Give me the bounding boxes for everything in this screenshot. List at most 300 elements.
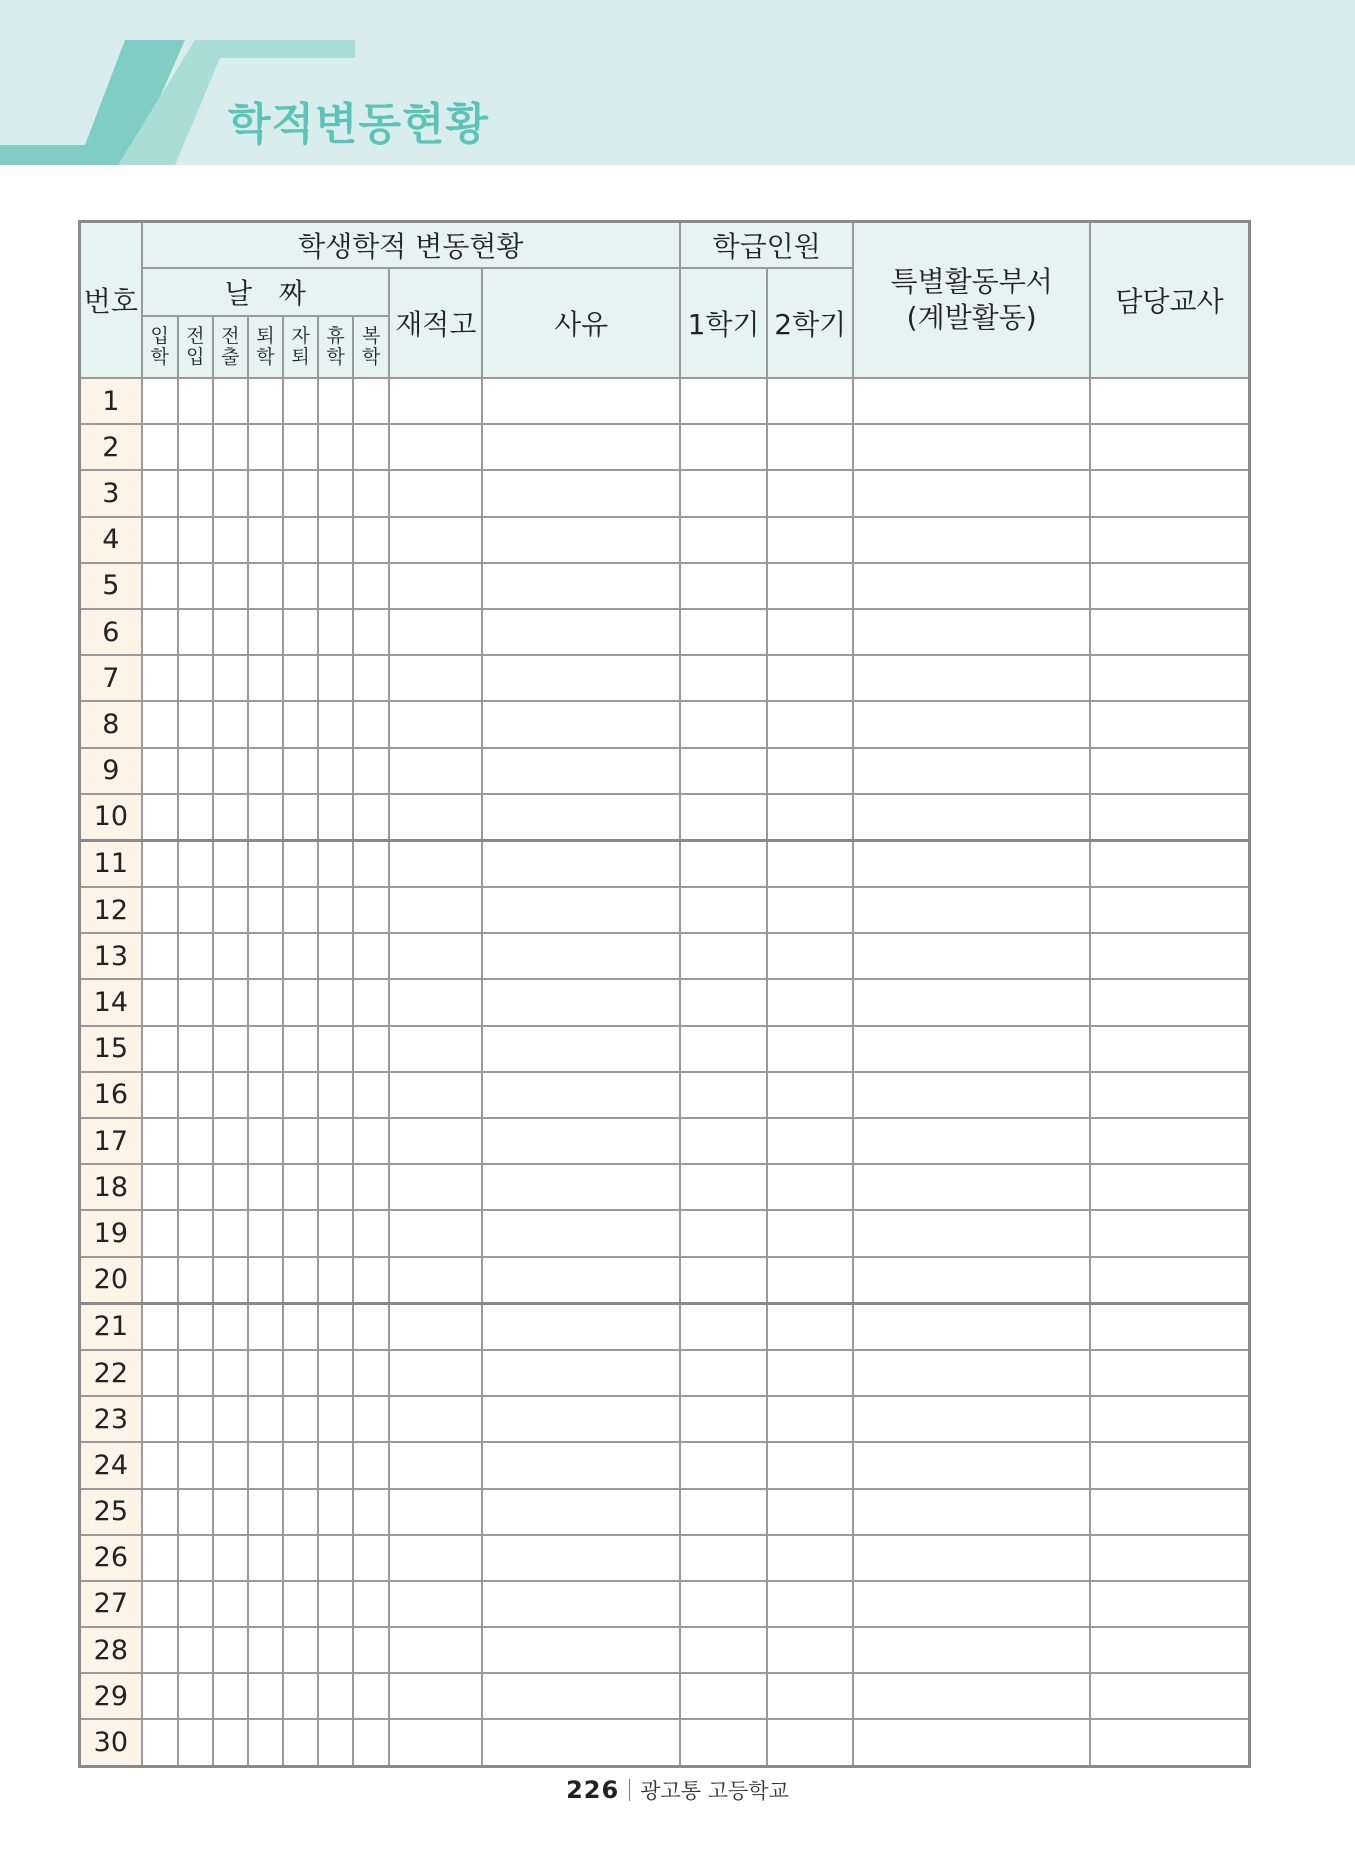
entry-cell[interactable] (1090, 1210, 1250, 1256)
entry-cell[interactable] (853, 933, 1090, 979)
entry-cell[interactable] (248, 470, 283, 516)
entry-cell[interactable] (389, 1072, 482, 1118)
entry-cell[interactable] (318, 1442, 353, 1488)
entry-cell[interactable] (767, 1581, 853, 1627)
entry-cell[interactable] (142, 1673, 178, 1719)
entry-cell[interactable] (853, 1303, 1090, 1350)
entry-cell[interactable] (142, 1118, 178, 1164)
entry-cell[interactable] (213, 1489, 248, 1535)
entry-cell[interactable] (353, 517, 389, 563)
entry-cell[interactable] (248, 1396, 283, 1442)
entry-cell[interactable] (213, 1257, 248, 1304)
entry-cell[interactable] (1090, 887, 1250, 933)
entry-cell[interactable] (1090, 1489, 1250, 1535)
entry-cell[interactable] (767, 701, 853, 747)
entry-cell[interactable] (389, 655, 482, 701)
entry-cell[interactable] (680, 748, 767, 794)
entry-cell[interactable] (853, 1627, 1090, 1673)
entry-cell[interactable] (389, 794, 482, 841)
entry-cell[interactable] (142, 1581, 178, 1627)
entry-cell[interactable] (853, 517, 1090, 563)
entry-cell[interactable] (248, 840, 283, 887)
entry-cell[interactable] (482, 1303, 680, 1350)
entry-cell[interactable] (853, 1118, 1090, 1164)
entry-cell[interactable] (767, 1673, 853, 1719)
entry-cell[interactable] (680, 1072, 767, 1118)
entry-cell[interactable] (389, 840, 482, 887)
entry-cell[interactable] (213, 424, 248, 470)
entry-cell[interactable] (318, 1164, 353, 1210)
entry-cell[interactable] (353, 794, 389, 841)
entry-cell[interactable] (142, 1350, 178, 1396)
entry-cell[interactable] (353, 1210, 389, 1256)
entry-cell[interactable] (318, 748, 353, 794)
entry-cell[interactable] (389, 1350, 482, 1396)
entry-cell[interactable] (142, 1442, 178, 1488)
entry-cell[interactable] (318, 887, 353, 933)
entry-cell[interactable] (680, 1164, 767, 1210)
entry-cell[interactable] (353, 1396, 389, 1442)
entry-cell[interactable] (353, 563, 389, 609)
entry-cell[interactable] (1090, 470, 1250, 516)
entry-cell[interactable] (283, 1673, 318, 1719)
entry-cell[interactable] (853, 701, 1090, 747)
entry-cell[interactable] (353, 609, 389, 655)
entry-cell[interactable] (680, 840, 767, 887)
entry-cell[interactable] (318, 1210, 353, 1256)
entry-cell[interactable] (1090, 1396, 1250, 1442)
entry-cell[interactable] (248, 979, 283, 1025)
entry-cell[interactable] (680, 1303, 767, 1350)
entry-cell[interactable] (142, 1396, 178, 1442)
entry-cell[interactable] (178, 1581, 213, 1627)
entry-cell[interactable] (248, 748, 283, 794)
entry-cell[interactable] (213, 378, 248, 424)
entry-cell[interactable] (853, 887, 1090, 933)
entry-cell[interactable] (283, 1396, 318, 1442)
entry-cell[interactable] (1090, 655, 1250, 701)
entry-cell[interactable] (1090, 1627, 1250, 1673)
entry-cell[interactable] (248, 701, 283, 747)
entry-cell[interactable] (142, 563, 178, 609)
entry-cell[interactable] (142, 1719, 178, 1766)
entry-cell[interactable] (178, 1442, 213, 1488)
entry-cell[interactable] (353, 1581, 389, 1627)
entry-cell[interactable] (318, 1581, 353, 1627)
entry-cell[interactable] (389, 1489, 482, 1535)
entry-cell[interactable] (142, 470, 178, 516)
entry-cell[interactable] (213, 1581, 248, 1627)
entry-cell[interactable] (482, 1581, 680, 1627)
entry-cell[interactable] (318, 1350, 353, 1396)
entry-cell[interactable] (1090, 933, 1250, 979)
entry-cell[interactable] (213, 517, 248, 563)
entry-cell[interactable] (178, 748, 213, 794)
entry-cell[interactable] (853, 1210, 1090, 1256)
entry-cell[interactable] (178, 378, 213, 424)
entry-cell[interactable] (283, 1489, 318, 1535)
entry-cell[interactable] (142, 424, 178, 470)
entry-cell[interactable] (142, 517, 178, 563)
entry-cell[interactable] (482, 517, 680, 563)
entry-cell[interactable] (482, 1673, 680, 1719)
entry-cell[interactable] (853, 563, 1090, 609)
entry-cell[interactable] (482, 979, 680, 1025)
entry-cell[interactable] (248, 1303, 283, 1350)
entry-cell[interactable] (353, 470, 389, 516)
entry-cell[interactable] (853, 1164, 1090, 1210)
entry-cell[interactable] (178, 1164, 213, 1210)
entry-cell[interactable] (389, 1535, 482, 1581)
entry-cell[interactable] (353, 378, 389, 424)
entry-cell[interactable] (482, 424, 680, 470)
entry-cell[interactable] (853, 840, 1090, 887)
entry-cell[interactable] (482, 701, 680, 747)
entry-cell[interactable] (482, 1026, 680, 1072)
entry-cell[interactable] (482, 1210, 680, 1256)
entry-cell[interactable] (353, 1026, 389, 1072)
entry-cell[interactable] (283, 840, 318, 887)
entry-cell[interactable] (142, 1303, 178, 1350)
entry-cell[interactable] (680, 1350, 767, 1396)
entry-cell[interactable] (318, 609, 353, 655)
entry-cell[interactable] (1090, 1350, 1250, 1396)
entry-cell[interactable] (213, 979, 248, 1025)
entry-cell[interactable] (353, 1535, 389, 1581)
entry-cell[interactable] (142, 1257, 178, 1304)
entry-cell[interactable] (1090, 1719, 1250, 1766)
entry-cell[interactable] (248, 1673, 283, 1719)
entry-cell[interactable] (213, 1350, 248, 1396)
entry-cell[interactable] (142, 1489, 178, 1535)
entry-cell[interactable] (767, 1072, 853, 1118)
entry-cell[interactable] (213, 1673, 248, 1719)
entry-cell[interactable] (213, 1210, 248, 1256)
entry-cell[interactable] (318, 1257, 353, 1304)
entry-cell[interactable] (680, 794, 767, 841)
entry-cell[interactable] (248, 1072, 283, 1118)
entry-cell[interactable] (389, 1719, 482, 1766)
entry-cell[interactable] (318, 1489, 353, 1535)
entry-cell[interactable] (318, 655, 353, 701)
entry-cell[interactable] (178, 794, 213, 841)
entry-cell[interactable] (213, 1442, 248, 1488)
entry-cell[interactable] (318, 701, 353, 747)
entry-cell[interactable] (389, 887, 482, 933)
entry-cell[interactable] (283, 1303, 318, 1350)
entry-cell[interactable] (283, 794, 318, 841)
entry-cell[interactable] (482, 887, 680, 933)
entry-cell[interactable] (680, 1118, 767, 1164)
entry-cell[interactable] (767, 424, 853, 470)
entry-cell[interactable] (767, 1396, 853, 1442)
entry-cell[interactable] (767, 1627, 853, 1673)
entry-cell[interactable] (142, 701, 178, 747)
entry-cell[interactable] (1090, 794, 1250, 841)
entry-cell[interactable] (389, 378, 482, 424)
entry-cell[interactable] (283, 1164, 318, 1210)
entry-cell[interactable] (767, 655, 853, 701)
entry-cell[interactable] (248, 1489, 283, 1535)
entry-cell[interactable] (142, 1627, 178, 1673)
entry-cell[interactable] (353, 1627, 389, 1673)
entry-cell[interactable] (248, 933, 283, 979)
entry-cell[interactable] (680, 1489, 767, 1535)
entry-cell[interactable] (213, 933, 248, 979)
entry-cell[interactable] (213, 1072, 248, 1118)
entry-cell[interactable] (1090, 609, 1250, 655)
entry-cell[interactable] (318, 517, 353, 563)
entry-cell[interactable] (389, 1581, 482, 1627)
entry-cell[interactable] (1090, 378, 1250, 424)
entry-cell[interactable] (853, 794, 1090, 841)
entry-cell[interactable] (767, 748, 853, 794)
entry-cell[interactable] (353, 748, 389, 794)
entry-cell[interactable] (283, 1350, 318, 1396)
entry-cell[interactable] (680, 1627, 767, 1673)
entry-cell[interactable] (482, 1442, 680, 1488)
entry-cell[interactable] (178, 424, 213, 470)
entry-cell[interactable] (318, 1072, 353, 1118)
entry-cell[interactable] (213, 794, 248, 841)
entry-cell[interactable] (389, 979, 482, 1025)
entry-cell[interactable] (283, 1118, 318, 1164)
entry-cell[interactable] (389, 470, 482, 516)
entry-cell[interactable] (178, 517, 213, 563)
entry-cell[interactable] (767, 563, 853, 609)
entry-cell[interactable] (318, 470, 353, 516)
entry-cell[interactable] (1090, 701, 1250, 747)
entry-cell[interactable] (1090, 1581, 1250, 1627)
entry-cell[interactable] (248, 655, 283, 701)
entry-cell[interactable] (853, 1581, 1090, 1627)
entry-cell[interactable] (213, 609, 248, 655)
entry-cell[interactable] (142, 794, 178, 841)
entry-cell[interactable] (318, 933, 353, 979)
entry-cell[interactable] (178, 470, 213, 516)
entry-cell[interactable] (353, 840, 389, 887)
entry-cell[interactable] (178, 1210, 213, 1256)
entry-cell[interactable] (389, 1210, 482, 1256)
entry-cell[interactable] (853, 1026, 1090, 1072)
entry-cell[interactable] (318, 1627, 353, 1673)
entry-cell[interactable] (353, 1673, 389, 1719)
entry-cell[interactable] (767, 1026, 853, 1072)
entry-cell[interactable] (482, 1396, 680, 1442)
entry-cell[interactable] (1090, 840, 1250, 887)
entry-cell[interactable] (389, 701, 482, 747)
entry-cell[interactable] (213, 563, 248, 609)
entry-cell[interactable] (353, 1350, 389, 1396)
entry-cell[interactable] (178, 933, 213, 979)
entry-cell[interactable] (318, 840, 353, 887)
entry-cell[interactable] (178, 1535, 213, 1581)
entry-cell[interactable] (283, 470, 318, 516)
entry-cell[interactable] (213, 470, 248, 516)
entry-cell[interactable] (318, 1396, 353, 1442)
entry-cell[interactable] (853, 748, 1090, 794)
entry-cell[interactable] (318, 424, 353, 470)
entry-cell[interactable] (213, 748, 248, 794)
entry-cell[interactable] (178, 840, 213, 887)
entry-cell[interactable] (389, 1303, 482, 1350)
entry-cell[interactable] (283, 1072, 318, 1118)
entry-cell[interactable] (1090, 1164, 1250, 1210)
entry-cell[interactable] (1090, 1535, 1250, 1581)
entry-cell[interactable] (767, 840, 853, 887)
entry-cell[interactable] (178, 1627, 213, 1673)
entry-cell[interactable] (853, 470, 1090, 516)
entry-cell[interactable] (248, 1257, 283, 1304)
entry-cell[interactable] (767, 1535, 853, 1581)
entry-cell[interactable] (482, 1535, 680, 1581)
entry-cell[interactable] (1090, 424, 1250, 470)
entry-cell[interactable] (482, 470, 680, 516)
entry-cell[interactable] (283, 748, 318, 794)
entry-cell[interactable] (318, 1719, 353, 1766)
entry-cell[interactable] (767, 887, 853, 933)
entry-cell[interactable] (853, 655, 1090, 701)
entry-cell[interactable] (353, 424, 389, 470)
entry-cell[interactable] (283, 563, 318, 609)
entry-cell[interactable] (389, 1627, 482, 1673)
entry-cell[interactable] (283, 933, 318, 979)
entry-cell[interactable] (178, 1396, 213, 1442)
entry-cell[interactable] (767, 1350, 853, 1396)
entry-cell[interactable] (178, 1350, 213, 1396)
entry-cell[interactable] (482, 794, 680, 841)
entry-cell[interactable] (142, 1164, 178, 1210)
entry-cell[interactable] (767, 933, 853, 979)
entry-cell[interactable] (1090, 1118, 1250, 1164)
entry-cell[interactable] (353, 1719, 389, 1766)
entry-cell[interactable] (767, 517, 853, 563)
entry-cell[interactable] (680, 1719, 767, 1766)
entry-cell[interactable] (767, 1489, 853, 1535)
entry-cell[interactable] (142, 1072, 178, 1118)
entry-cell[interactable] (1090, 1442, 1250, 1488)
entry-cell[interactable] (767, 794, 853, 841)
entry-cell[interactable] (178, 1489, 213, 1535)
entry-cell[interactable] (353, 1442, 389, 1488)
entry-cell[interactable] (283, 1257, 318, 1304)
entry-cell[interactable] (389, 1257, 482, 1304)
entry-cell[interactable] (283, 424, 318, 470)
entry-cell[interactable] (1090, 979, 1250, 1025)
entry-cell[interactable] (853, 1396, 1090, 1442)
entry-cell[interactable] (283, 701, 318, 747)
entry-cell[interactable] (213, 1396, 248, 1442)
entry-cell[interactable] (482, 1118, 680, 1164)
entry-cell[interactable] (318, 1026, 353, 1072)
entry-cell[interactable] (482, 748, 680, 794)
entry-cell[interactable] (389, 1026, 482, 1072)
entry-cell[interactable] (283, 655, 318, 701)
entry-cell[interactable] (482, 933, 680, 979)
entry-cell[interactable] (482, 655, 680, 701)
entry-cell[interactable] (680, 655, 767, 701)
entry-cell[interactable] (853, 1489, 1090, 1535)
entry-cell[interactable] (680, 1396, 767, 1442)
entry-cell[interactable] (248, 1442, 283, 1488)
entry-cell[interactable] (353, 933, 389, 979)
entry-cell[interactable] (213, 1627, 248, 1673)
entry-cell[interactable] (142, 609, 178, 655)
entry-cell[interactable] (142, 979, 178, 1025)
entry-cell[interactable] (213, 1164, 248, 1210)
entry-cell[interactable] (248, 1118, 283, 1164)
entry-cell[interactable] (482, 1350, 680, 1396)
entry-cell[interactable] (389, 517, 482, 563)
entry-cell[interactable] (353, 1303, 389, 1350)
entry-cell[interactable] (213, 1719, 248, 1766)
entry-cell[interactable] (482, 563, 680, 609)
entry-cell[interactable] (853, 609, 1090, 655)
entry-cell[interactable] (248, 1350, 283, 1396)
entry-cell[interactable] (248, 609, 283, 655)
entry-cell[interactable] (213, 1026, 248, 1072)
entry-cell[interactable] (1090, 517, 1250, 563)
entry-cell[interactable] (853, 979, 1090, 1025)
entry-cell[interactable] (680, 517, 767, 563)
entry-cell[interactable] (248, 1719, 283, 1766)
entry-cell[interactable] (353, 1072, 389, 1118)
entry-cell[interactable] (178, 979, 213, 1025)
entry-cell[interactable] (142, 840, 178, 887)
entry-cell[interactable] (248, 1164, 283, 1210)
entry-cell[interactable] (1090, 1303, 1250, 1350)
entry-cell[interactable] (283, 1442, 318, 1488)
entry-cell[interactable] (389, 1442, 482, 1488)
entry-cell[interactable] (178, 887, 213, 933)
entry-cell[interactable] (482, 1627, 680, 1673)
entry-cell[interactable] (142, 655, 178, 701)
entry-cell[interactable] (213, 1118, 248, 1164)
entry-cell[interactable] (353, 701, 389, 747)
entry-cell[interactable] (318, 1303, 353, 1350)
entry-cell[interactable] (142, 1535, 178, 1581)
entry-cell[interactable] (142, 1210, 178, 1256)
entry-cell[interactable] (767, 609, 853, 655)
entry-cell[interactable] (213, 840, 248, 887)
entry-cell[interactable] (389, 1118, 482, 1164)
entry-cell[interactable] (142, 748, 178, 794)
entry-cell[interactable] (283, 1535, 318, 1581)
entry-cell[interactable] (142, 887, 178, 933)
entry-cell[interactable] (142, 1026, 178, 1072)
entry-cell[interactable] (389, 1673, 482, 1719)
entry-cell[interactable] (248, 1535, 283, 1581)
entry-cell[interactable] (142, 933, 178, 979)
entry-cell[interactable] (680, 1210, 767, 1256)
entry-cell[interactable] (680, 1535, 767, 1581)
entry-cell[interactable] (318, 1535, 353, 1581)
entry-cell[interactable] (283, 517, 318, 563)
entry-cell[interactable] (680, 470, 767, 516)
entry-cell[interactable] (680, 701, 767, 747)
entry-cell[interactable] (1090, 1026, 1250, 1072)
entry-cell[interactable] (283, 887, 318, 933)
entry-cell[interactable] (213, 1535, 248, 1581)
entry-cell[interactable] (853, 1442, 1090, 1488)
entry-cell[interactable] (142, 378, 178, 424)
entry-cell[interactable] (853, 378, 1090, 424)
entry-cell[interactable] (680, 563, 767, 609)
entry-cell[interactable] (389, 1396, 482, 1442)
entry-cell[interactable] (853, 424, 1090, 470)
entry-cell[interactable] (178, 1072, 213, 1118)
entry-cell[interactable] (178, 1719, 213, 1766)
